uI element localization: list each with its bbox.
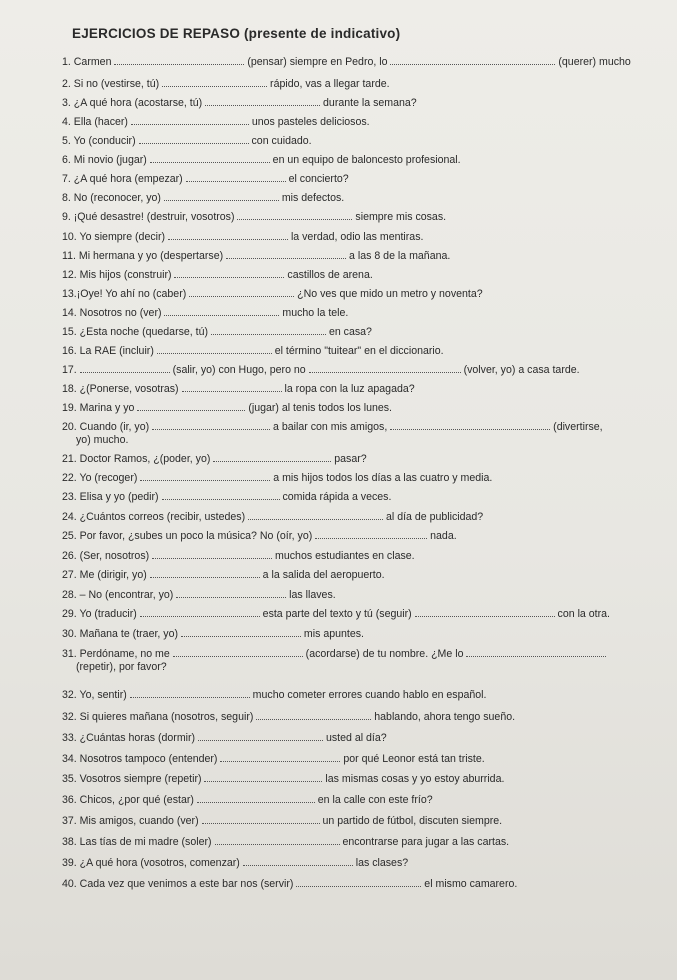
exercise-item xyxy=(62,210,446,224)
exercise-prompt: 15. ¿Esta noche (quedarse, tú) xyxy=(62,326,211,338)
exercise-prompt: 16. La RAE (incluir) xyxy=(62,345,157,357)
exercise-prompt: 21. Doctor Ramos, ¿(poder, yo) xyxy=(62,453,214,465)
answer-blank[interactable] xyxy=(204,772,322,782)
answer-blank[interactable] xyxy=(114,55,244,65)
page-title: EJERCICIOS DE REPASO (presente de indicativo) xyxy=(72,26,401,41)
exercise-prompt: 10. Yo siempre (decir) xyxy=(62,231,168,243)
exercise-text: por qué Leonor está tan triste. xyxy=(340,753,485,765)
exercise-text: las clases? xyxy=(352,857,409,869)
exercise-text: (querer) mucho xyxy=(555,56,631,68)
answer-blank[interactable] xyxy=(164,191,279,201)
exercise-prompt: 37. Mis amigos, cuando (ver) xyxy=(62,815,202,827)
exercise-continuation: yo) mucho. xyxy=(76,434,129,446)
exercise-text: (volver, yo) a casa tarde. xyxy=(460,364,580,376)
exercise-prompt: 20. Cuando (ir, yo) xyxy=(62,421,153,433)
answer-blank[interactable] xyxy=(186,172,286,182)
exercise-item xyxy=(62,529,457,543)
exercise-prompt: 9. ¡Qué desastre! (destruir, vosotros) xyxy=(62,211,238,223)
exercise-item xyxy=(62,688,486,702)
exercise-text: (divertirse, xyxy=(550,421,603,433)
exercise-item xyxy=(62,814,502,828)
exercise-item xyxy=(62,306,348,320)
answer-blank[interactable] xyxy=(215,835,340,845)
exercise-text: el mismo camarero. xyxy=(421,878,518,890)
answer-blank[interactable] xyxy=(198,731,323,741)
answer-blank[interactable] xyxy=(168,230,288,240)
exercise-text: rápido, vas a llegar tarde. xyxy=(267,78,390,90)
answer-blank[interactable] xyxy=(152,549,272,559)
exercise-item xyxy=(62,115,370,129)
answer-blank[interactable] xyxy=(202,814,320,824)
exercise-prompt: 26. (Ser, nosotros) xyxy=(62,550,153,562)
answer-blank[interactable] xyxy=(213,452,331,462)
answer-blank[interactable] xyxy=(189,287,294,297)
exercise-prompt: 11. Mi hermana y yo (despertarse) xyxy=(62,250,227,262)
answer-blank[interactable] xyxy=(157,344,272,354)
exercise-text: unos pasteles deliciosos. xyxy=(248,116,370,128)
answer-blank[interactable] xyxy=(248,510,383,520)
exercise-prompt: 1. Carmen xyxy=(62,56,115,68)
exercise-prompt: 39. ¿A qué hora (vosotros, comenzar) xyxy=(62,857,243,869)
exercise-text: mucho cometer errores cuando hablo en español. xyxy=(249,689,487,701)
exercise-item xyxy=(62,752,485,766)
answer-blank[interactable] xyxy=(152,420,270,430)
exercise-prompt: 35. Vosotros siempre (repetir) xyxy=(62,773,205,785)
exercise-item xyxy=(62,549,415,563)
answer-blank[interactable] xyxy=(139,134,249,144)
exercise-prompt: 30. Mañana te (traer, yo) xyxy=(62,628,181,640)
answer-blank[interactable] xyxy=(390,420,550,430)
exercise-item xyxy=(62,607,610,621)
exercise-item xyxy=(62,835,509,849)
exercise-item xyxy=(62,134,312,148)
exercise-text: usted al día? xyxy=(323,732,387,744)
exercise-text: a bailar con mis amigos, xyxy=(270,421,391,433)
exercise-item xyxy=(62,710,515,724)
answer-blank[interactable] xyxy=(296,877,421,887)
answer-blank[interactable] xyxy=(220,752,340,762)
exercise-text: a la salida del aeropuerto. xyxy=(259,569,385,581)
exercise-item xyxy=(62,793,433,807)
exercise-prompt: 22. Yo (recoger) xyxy=(62,472,141,484)
exercise-text: comida rápida a veces. xyxy=(279,491,392,503)
exercise-text: la verdad, odio las mentiras. xyxy=(288,231,424,243)
exercise-text: nada. xyxy=(427,530,457,542)
answer-blank[interactable] xyxy=(176,588,286,598)
exercise-text: un partido de fútbol, discuten siempre. xyxy=(319,815,503,827)
exercise-text: (acordarse) de tu nombre. ¿Me lo xyxy=(302,648,467,660)
exercise-prompt: 34. Nosotros tampoco (entender) xyxy=(62,753,221,765)
answer-blank[interactable] xyxy=(131,115,249,125)
exercise-prompt: 12. Mis hijos (construir) xyxy=(62,269,175,281)
exercise-prompt: 32. Yo, sentir) xyxy=(62,689,130,701)
exercise-prompt: 19. Marina y yo xyxy=(62,402,138,414)
exercise-text: ¿No ves que mido un metro y noventa? xyxy=(294,288,483,300)
answer-blank[interactable] xyxy=(164,306,279,316)
exercise-prompt: 33. ¿Cuántas horas (dormir) xyxy=(62,732,199,744)
answer-blank[interactable] xyxy=(140,607,260,617)
exercise-item xyxy=(62,471,492,485)
exercise-text: esta parte del texto y tú (seguir) xyxy=(259,608,415,620)
exercise-prompt: 14. Nosotros no (ver) xyxy=(62,307,165,319)
answer-blank[interactable] xyxy=(130,688,250,698)
answer-blank[interactable] xyxy=(466,647,606,657)
exercise-prompt: 6. Mi novio (jugar) xyxy=(62,154,150,166)
exercise-item xyxy=(62,325,372,339)
exercise-prompt: 24. ¿Cuántos correos (recibir, ustedes) xyxy=(62,511,249,523)
answer-blank[interactable] xyxy=(150,568,260,578)
exercise-item xyxy=(62,382,415,396)
exercise-item xyxy=(62,420,603,434)
exercise-item xyxy=(62,588,336,602)
exercise-prompt: 7. ¿A qué hora (empezar) xyxy=(62,173,186,185)
exercise-item xyxy=(62,510,483,524)
exercise-item xyxy=(62,268,373,282)
exercise-prompt: 2. Si no (vestirse, tú) xyxy=(62,78,163,90)
exercise-text: encontrarse para jugar a las cartas. xyxy=(339,836,510,848)
exercise-item xyxy=(62,191,344,205)
exercise-item xyxy=(62,287,483,301)
exercise-item xyxy=(62,647,606,661)
exercise-prompt: 31. Perdóname, no me xyxy=(62,648,173,660)
exercise-text: hablando, ahora tengo sueño. xyxy=(371,711,516,723)
exercise-text: la ropa con la luz apagada? xyxy=(281,383,415,395)
exercise-prompt: 29. Yo (traducir) xyxy=(62,608,140,620)
exercise-prompt: 38. Las tías de mi madre (soler) xyxy=(62,836,215,848)
exercise-item xyxy=(62,856,408,870)
answer-blank[interactable] xyxy=(211,325,326,335)
exercise-prompt: 27. Me (dirigir, yo) xyxy=(62,569,150,581)
answer-blank[interactable] xyxy=(173,647,303,657)
exercise-item xyxy=(62,344,444,358)
answer-blank[interactable] xyxy=(140,471,270,481)
exercise-text: mis apuntes. xyxy=(300,628,364,640)
exercise-item xyxy=(62,363,580,377)
exercise-item xyxy=(62,401,392,415)
answer-blank[interactable] xyxy=(162,77,267,87)
exercise-text: (jugar) al tenis todos los lunes. xyxy=(245,402,392,414)
exercise-item xyxy=(62,55,631,69)
exercise-text: a las 8 de la mañana. xyxy=(346,250,451,262)
exercise-text: mis defectos. xyxy=(278,192,345,204)
exercise-prompt: 28. – No (encontrar, yo) xyxy=(62,589,177,601)
exercise-text: muchos estudiantes en clase. xyxy=(272,550,415,562)
exercise-prompt: 40. Cada vez que venimos a este bar nos (servir) xyxy=(62,878,297,890)
exercise-item xyxy=(62,172,349,186)
answer-blank[interactable] xyxy=(182,382,282,392)
exercise-text: en casa? xyxy=(326,326,372,338)
exercise-item xyxy=(62,568,385,582)
answer-blank[interactable] xyxy=(309,363,461,373)
exercise-item xyxy=(62,230,423,244)
answer-blank[interactable] xyxy=(150,153,270,163)
exercise-prompt: 13.¡Oye! Yo ahí no (caber) xyxy=(62,288,190,300)
answer-blank[interactable] xyxy=(237,210,352,220)
answer-blank[interactable] xyxy=(181,627,301,637)
exercise-prompt: 32. Si quieres mañana (nosotros, seguir) xyxy=(62,711,257,723)
answer-blank[interactable] xyxy=(205,96,320,106)
answer-blank[interactable] xyxy=(390,55,555,65)
exercise-text: las llaves. xyxy=(286,589,336,601)
exercise-prompt: 4. Ella (hacer) xyxy=(62,116,131,128)
answer-blank[interactable] xyxy=(256,710,371,720)
exercise-item xyxy=(62,153,461,167)
exercise-text: siempre mis cosas. xyxy=(352,211,447,223)
exercise-item xyxy=(62,96,417,110)
answer-blank[interactable] xyxy=(415,607,555,617)
exercise-item xyxy=(62,772,504,786)
exercise-prompt: 3. ¿A qué hora (acostarse, tú) xyxy=(62,97,206,109)
exercise-text: castillos de arena. xyxy=(284,269,373,281)
exercise-item xyxy=(62,490,391,504)
exercise-item xyxy=(62,249,450,263)
exercise-continuation: (repetir), por favor? xyxy=(76,661,167,673)
exercise-text: al día de publicidad? xyxy=(383,511,484,523)
exercise-text: en la calle con este frío? xyxy=(314,794,433,806)
exercise-prompt: 8. No (reconocer, yo) xyxy=(62,192,164,204)
exercise-prompt: 17. xyxy=(62,364,80,376)
exercise-text: pasar? xyxy=(331,453,367,465)
exercise-text: en un equipo de baloncesto profesional. xyxy=(269,154,461,166)
exercise-text: mucho la tele. xyxy=(279,307,349,319)
exercise-text: (salir, yo) con Hugo, pero no xyxy=(169,364,309,376)
exercise-text: el término "tuitear" en el diccionario. xyxy=(271,345,444,357)
answer-blank[interactable] xyxy=(243,856,353,866)
answer-blank[interactable] xyxy=(315,529,427,539)
answer-blank[interactable] xyxy=(197,793,315,803)
exercise-text: (pensar) siempre en Pedro, lo xyxy=(244,56,391,68)
exercise-text: las mismas cosas y yo estoy aburrida. xyxy=(322,773,505,785)
exercise-item xyxy=(62,731,387,745)
exercise-prompt: 5. Yo (conducir) xyxy=(62,135,139,147)
exercise-text: a mis hijos todos los días a las cuatro y media. xyxy=(270,472,493,484)
exercise-text: durante la semana? xyxy=(320,97,417,109)
exercise-prompt: 23. Elisa y yo (pedir) xyxy=(62,491,162,503)
answer-blank[interactable] xyxy=(226,249,346,259)
exercise-item xyxy=(62,77,390,91)
answer-blank[interactable] xyxy=(162,490,280,500)
exercise-item xyxy=(62,627,364,641)
exercise-text: con cuidado. xyxy=(248,135,312,147)
exercise-prompt: 18. ¿(Ponerse, vosotras) xyxy=(62,383,182,395)
exercise-item xyxy=(62,877,517,891)
answer-blank[interactable] xyxy=(137,401,245,411)
answer-blank[interactable] xyxy=(174,268,284,278)
exercise-prompt: 25. Por favor, ¿subes un poco la música? No (oír, yo) xyxy=(62,530,316,542)
exercise-text: el concierto? xyxy=(285,173,349,185)
exercise-prompt: 36. Chicos, ¿por qué (estar) xyxy=(62,794,197,806)
answer-blank[interactable] xyxy=(80,363,170,373)
exercise-text: con la otra. xyxy=(554,608,610,620)
exercise-item xyxy=(62,452,367,466)
